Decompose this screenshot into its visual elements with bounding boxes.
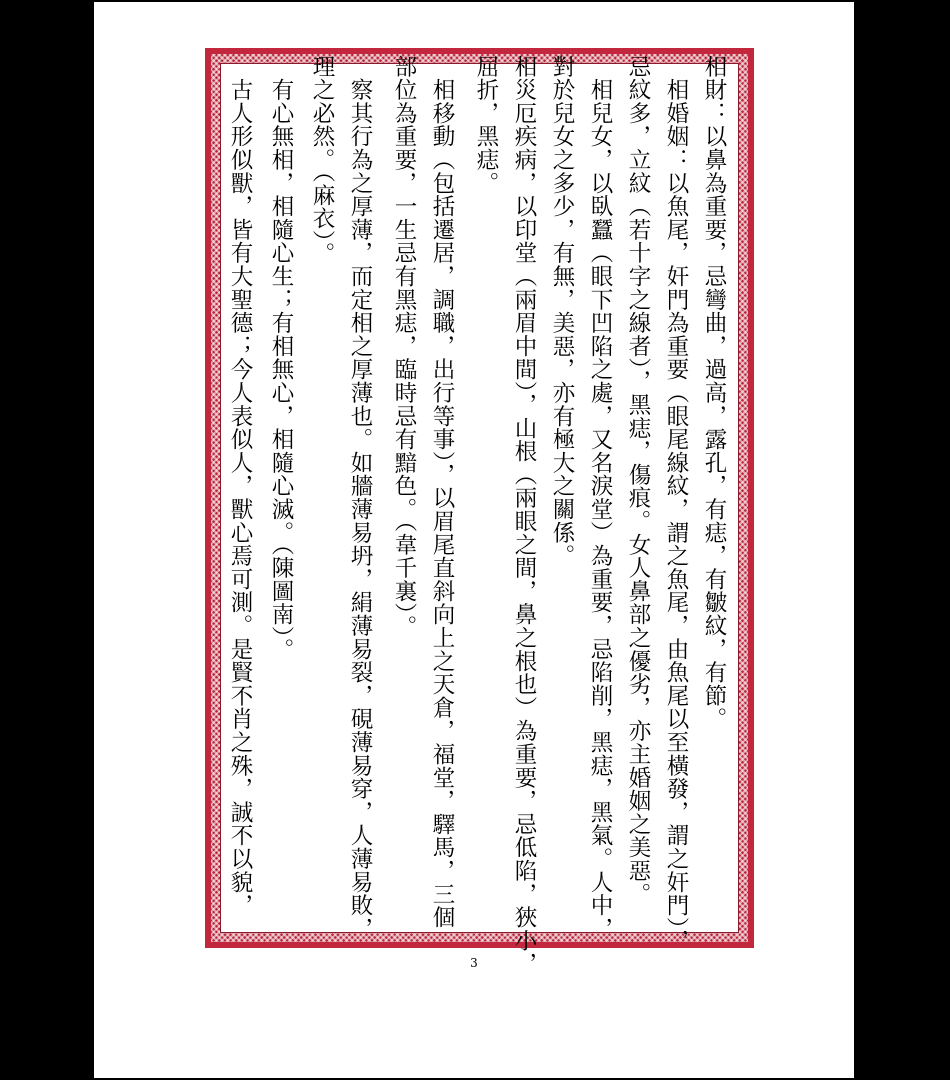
text-column-4: 相兒女，以臥蠶（眼下凹陷之處，又名淚堂）為重要，忌陷削，黑痣，黑氣。人中， <box>587 55 613 941</box>
text-column-6: 相災厄疾病，以印堂（兩眉中間），山根（兩眼之間，鼻之根也）為重要，忌低陷，狹小， <box>511 55 537 976</box>
text-column-12: 有心無相，相隨心生；有相無心，相隨心滅。（陳圖南）。 <box>268 55 294 662</box>
text-column-2: 相婚姻：以魚尾，奸門為重要（眼尾線紋，謂之魚尾，由魚尾以至橫發，謂之奸門）， <box>663 55 689 953</box>
book-page <box>94 2 854 1078</box>
text-column-9: 部位為重要，一生忌有黑痣，臨時忌有黯色。（韋千裏）。 <box>391 55 417 639</box>
text-column-1: 相財：以鼻為重要，忌彎曲，過高，露孔，有痣，有皺紋，有節。 <box>701 55 727 731</box>
text-column-5: 對於兒女之多少，有無，美惡，亦有極大之關係。 <box>549 55 575 568</box>
text-column-7: 屈折，黑痣。 <box>473 55 499 195</box>
text-column-3: 忌紋多，立紋（若十字之線者），黑痣，傷痕。女人鼻部之優劣，亦主婚姻之美惡。 <box>625 55 651 906</box>
page-number: 3 <box>470 956 478 970</box>
text-column-11: 理之必然。（麻衣）。 <box>309 55 335 266</box>
text-column-10: 察其行為之厚薄，而定相之厚薄也。如牆薄易坍，絹薄易裂，硯薄易穿，人薄易敗， <box>347 55 373 941</box>
text-column-8: 相移動（包括遷居，調職，出行等事），以眉尾直斜向上之天倉，福堂，驛馬，三個 <box>429 55 455 930</box>
text-column-13: 古人形似獸，皆有大聖德；今人表似人，獸心焉可測。是賢不肖之殊，誠不以貌， <box>227 55 253 918</box>
